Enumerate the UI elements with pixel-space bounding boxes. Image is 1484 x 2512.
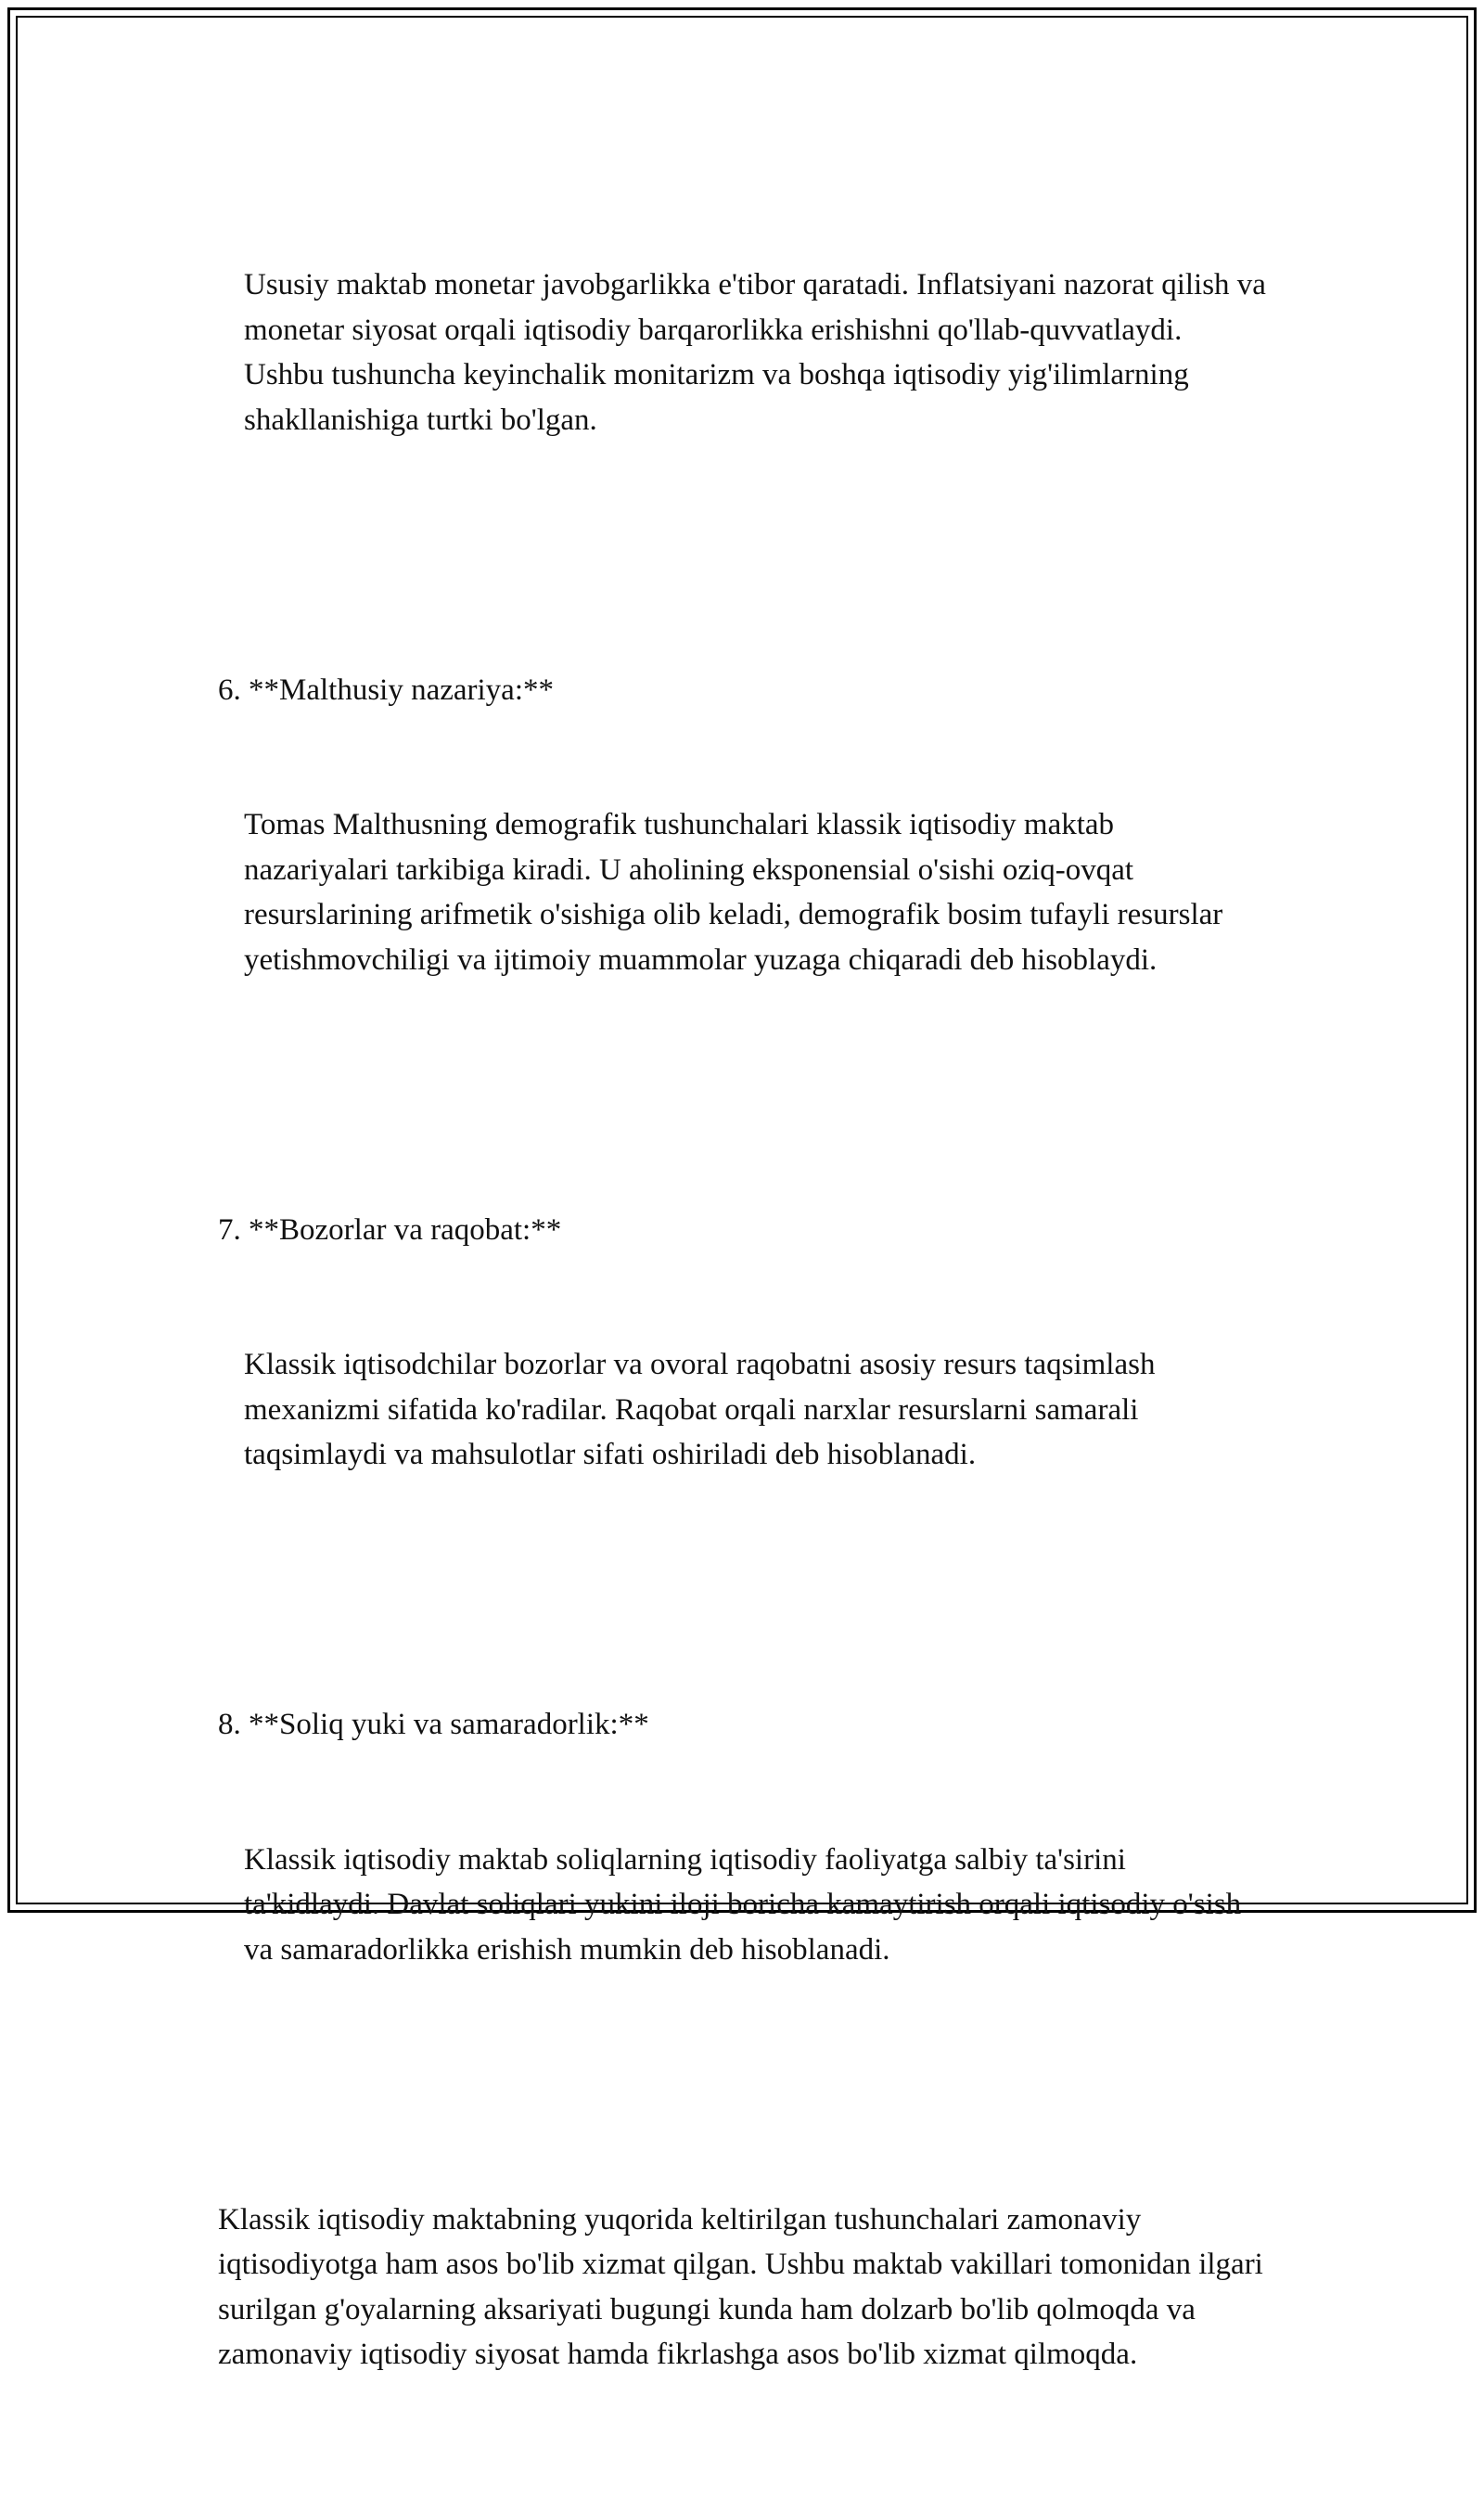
conclusion-paragraph: Klassik iqtisodiy maktabning yuqorida keltirilgan tushunchalari zamonaviy iqtisodiyotga ham asos bo'lib xizmat qilgan. Ushbu maktab vakillari tomonidan ilgari surilgan g'oyalarning aksariyati bugungi kunda ham dolzarb bo'lib qolmoqda va zamonaviy iqtisodiy siyosat hamda fikrlashga asos bo'lib xizmat qilmoqda. bbox=[218, 2202, 1272, 2371]
section-body: Klassik iqtisodchilar bozorlar va ovoral raqobatni asosiy resurs taqsimlash mexanizmi sifatida ko'radilar. Raqobat orqali narxlar resurslarni samarali taqsimlaydi va mahsulotlar sifati oshiriladi deb hisoblanadi. bbox=[244, 1348, 1163, 1471]
document-body bbox=[218, 173, 1274, 2512]
intro-block bbox=[218, 173, 1274, 532]
section-heading: 6. **Malthusiy nazariya:** bbox=[218, 673, 555, 707]
conclusion-block bbox=[218, 2108, 1272, 2467]
section-heading: 8. **Soliq yuki va samaradorlik:** bbox=[218, 1708, 649, 1741]
section-heading: 7. **Bozorlar va raqobat:** bbox=[218, 1212, 562, 1247]
section-body: Klassik iqtisodiy maktab soliqlarning iqtisodiy faoliyatga salbiy ta'sirini ta'kidlaydi. Davlat soliqlari yukini iloji boricha kamaytirish orqali iqtisodiy o'sish va samaradorlikka erishish mumkin deb hisoblanadi. bbox=[244, 1842, 1249, 1967]
section-bozorlar bbox=[218, 1118, 1266, 1568]
section-body: Tomas Malthusning demografik tushunchalari klassik iqtisodiy maktab nazariyalari tarkibiga kiradi. U aholining eksponensial o'sishi oziq-ovqat resurslarining arifmetik o'sishiga olib keladi, demografik bosim tufayli resurslar yetishmovchiligi va ijtimoiy muammolar yuzaga chiqaradi deb hisoblaydi. bbox=[244, 808, 1231, 977]
intro-paragraph: Ususiy maktab monetar javobgarlikka e'tibor qaratadi. Inflatsiyani nazorat qilish va monetar siyosat orqali iqtisodiy barqarorlikka erishishni qo'llab-quvvatlaydi. Ushbu tushuncha keyinchalik monitarizm va boshqa iqtisodiy yig'ilimlarning shakllanishiga turtki bo'lgan. bbox=[244, 268, 1274, 437]
section-soliq bbox=[218, 1612, 1266, 2062]
section-malthusiy bbox=[218, 578, 1266, 1073]
